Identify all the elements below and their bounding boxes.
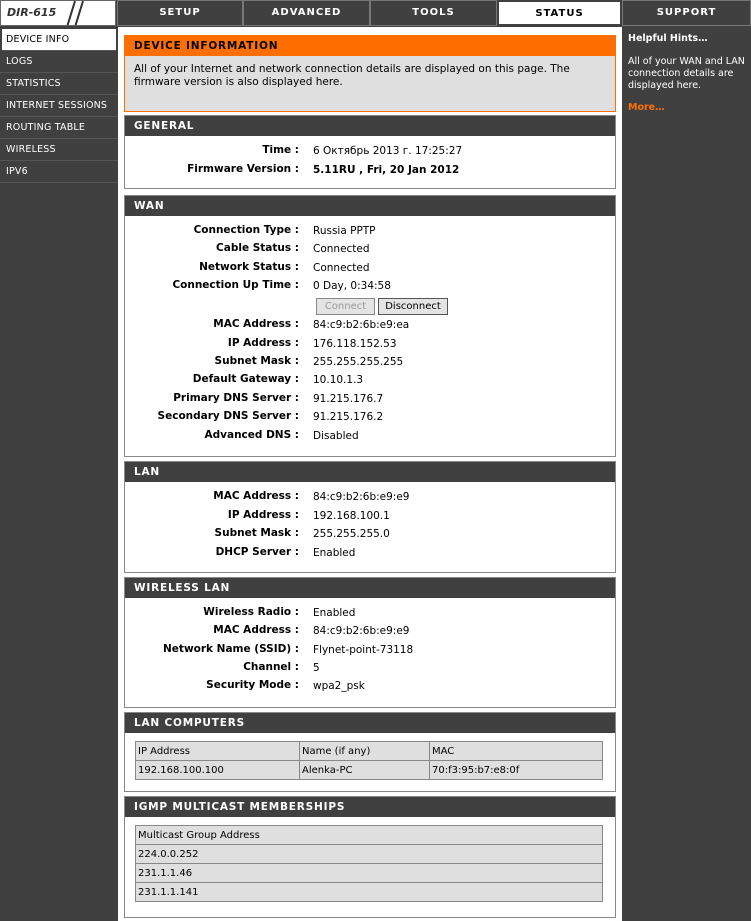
cell-ip: 192.168.100.100 bbox=[136, 761, 300, 780]
table-row bbox=[136, 845, 603, 864]
sidebar-item-logs[interactable]: LOGS bbox=[0, 51, 118, 73]
dhcp-label: DHCP Server : bbox=[215, 546, 299, 558]
lan-subnet-label: Subnet Mask : bbox=[214, 527, 299, 539]
ssid-value: Flynet-point-73118 bbox=[313, 644, 414, 656]
table-header-row bbox=[136, 742, 603, 761]
wan-mac-row bbox=[125, 318, 615, 334]
top-navigation-bar bbox=[0, 0, 751, 27]
connection-type-value: Russia PPTP bbox=[313, 225, 376, 237]
wan-subnet-label: Subnet Mask : bbox=[214, 355, 299, 367]
cell-multicast: 231.1.1.141 bbox=[136, 883, 603, 902]
igmp-section bbox=[124, 796, 616, 918]
secondary-dns-label: Secondary DNS Server : bbox=[157, 410, 299, 422]
lan-ip-row bbox=[125, 509, 615, 525]
gateway-label: Default Gateway : bbox=[192, 373, 299, 385]
lan-subnet-value: 255.255.255.0 bbox=[313, 528, 390, 540]
model-name: DIR-615 bbox=[7, 6, 57, 19]
uptime-label: Connection Up Time : bbox=[172, 279, 299, 291]
tab-tools[interactable]: TOOLS bbox=[370, 0, 497, 26]
primary-dns-value: 91.215.176.7 bbox=[313, 393, 384, 405]
wireless-radio-row bbox=[125, 606, 615, 622]
tab-advanced[interactable]: ADVANCED bbox=[243, 0, 370, 26]
secondary-dns-value: 91.215.176.2 bbox=[313, 411, 384, 423]
wan-ip-row bbox=[125, 337, 615, 353]
table-row bbox=[136, 761, 603, 780]
uptime-row bbox=[125, 279, 615, 295]
dhcp-value: Enabled bbox=[313, 547, 356, 559]
wireless-radio-value: Enabled bbox=[313, 607, 356, 619]
network-status-value: Connected bbox=[313, 262, 370, 274]
lan-section bbox=[124, 461, 616, 573]
cable-status-label: Cable Status : bbox=[216, 242, 299, 254]
sidebar-item-routing-table[interactable]: ROUTING TABLE bbox=[0, 117, 118, 139]
wan-subnet-row bbox=[125, 355, 615, 371]
helpful-hints-panel bbox=[622, 27, 751, 921]
lan-computers-title: LAN COMPUTERS bbox=[125, 713, 615, 733]
sidebar-item-ipv6[interactable]: IPV6 bbox=[0, 161, 118, 183]
lan-title: LAN bbox=[125, 462, 615, 482]
primary-dns-label: Primary DNS Server : bbox=[173, 392, 299, 404]
lan-mac-value: 84:c9:b2:6b:e9:e9 bbox=[313, 491, 410, 503]
tab-support[interactable]: SUPPORT bbox=[622, 0, 751, 26]
hints-body: All of your WAN and LAN connection details are displayed here. bbox=[628, 56, 745, 91]
table-row bbox=[136, 864, 603, 883]
sidebar-item-internet-sessions[interactable]: INTERNET SESSIONS bbox=[0, 95, 118, 117]
brand-logo bbox=[0, 0, 116, 26]
table-header-row bbox=[136, 826, 603, 845]
wireless-mac-row bbox=[125, 624, 615, 640]
wireless-lan-title: WIRELESS LAN bbox=[125, 578, 615, 598]
tab-status[interactable]: STATUS bbox=[497, 0, 622, 26]
security-mode-label: Security Mode : bbox=[206, 679, 299, 691]
wan-ip-label: IP Address : bbox=[227, 337, 299, 349]
lan-mac-label: MAC Address : bbox=[213, 490, 299, 502]
channel-row bbox=[125, 661, 615, 677]
lan-computers-section bbox=[124, 712, 616, 792]
igmp-table bbox=[135, 825, 603, 902]
advanced-dns-label: Advanced DNS : bbox=[204, 429, 299, 441]
device-information-title: DEVICE INFORMATION bbox=[125, 36, 615, 56]
igmp-title: IGMP MULTICAST MEMBERSHIPS bbox=[125, 797, 615, 817]
advanced-dns-row bbox=[125, 429, 615, 445]
secondary-dns-row bbox=[125, 410, 615, 426]
connect-button[interactable]: Connect bbox=[316, 298, 375, 315]
sidebar-item-statistics[interactable]: STATISTICS bbox=[0, 73, 118, 95]
col-mac: MAC bbox=[430, 742, 603, 761]
wireless-mac-value: 84:c9:b2:6b:e9:e9 bbox=[313, 625, 410, 637]
time-label: Time : bbox=[262, 144, 299, 156]
cable-status-row bbox=[125, 242, 615, 258]
uptime-value: 0 Day, 0:34:58 bbox=[313, 280, 391, 292]
wireless-mac-label: MAC Address : bbox=[213, 624, 299, 636]
cell-multicast: 224.0.0.252 bbox=[136, 845, 603, 864]
connection-type-label: Connection Type : bbox=[193, 224, 299, 236]
wan-ip-value: 176.118.152.53 bbox=[313, 338, 397, 350]
wireless-lan-section bbox=[124, 577, 616, 708]
security-mode-row bbox=[125, 679, 615, 695]
general-title: GENERAL bbox=[125, 116, 615, 136]
col-multicast-group: Multicast Group Address bbox=[136, 826, 603, 845]
channel-label: Channel : bbox=[243, 661, 299, 673]
tab-setup[interactable]: SETUP bbox=[117, 0, 243, 26]
sidebar-item-device-info[interactable]: DEVICE INFO bbox=[2, 29, 116, 51]
ssid-row bbox=[125, 643, 615, 659]
firmware-value: 5.11RU , Fri, 20 Jan 2012 bbox=[313, 164, 460, 176]
wan-mac-value: 84:c9:b2:6b:e9:ea bbox=[313, 319, 410, 331]
cell-multicast: 231.1.1.46 bbox=[136, 864, 603, 883]
time-row bbox=[125, 144, 615, 160]
col-name: Name (if any) bbox=[300, 742, 430, 761]
wan-title: WAN bbox=[125, 196, 615, 216]
gateway-row bbox=[125, 373, 615, 389]
lan-mac-row bbox=[125, 490, 615, 506]
device-information-description: All of your Internet and network connection details are displayed on this page. The firmware version is also displayed here. bbox=[134, 63, 570, 88]
ssid-label: Network Name (SSID) : bbox=[163, 643, 299, 655]
general-section bbox=[124, 115, 616, 189]
wan-section bbox=[124, 195, 616, 457]
connection-type-row bbox=[125, 224, 615, 240]
dhcp-row bbox=[125, 546, 615, 562]
cell-mac: 70:f3:95:b7:e8:0f bbox=[430, 761, 603, 780]
wan-subnet-value: 255.255.255.255 bbox=[313, 356, 404, 368]
disconnect-button[interactable]: Disconnect bbox=[378, 298, 448, 315]
sidebar-item-wireless[interactable]: WIRELESS bbox=[0, 139, 118, 161]
table-row bbox=[136, 883, 603, 902]
cable-status-value: Connected bbox=[313, 243, 370, 255]
firmware-row bbox=[125, 163, 615, 179]
hints-title: Helpful Hints… bbox=[628, 33, 708, 44]
cell-name: Alenka-PC bbox=[300, 761, 430, 780]
network-status-label: Network Status : bbox=[199, 261, 299, 273]
lan-ip-label: IP Address : bbox=[227, 509, 299, 521]
logo-slashes-icon bbox=[59, 0, 116, 26]
lan-computers-table bbox=[135, 741, 603, 780]
network-status-row bbox=[125, 261, 615, 277]
device-information-section bbox=[124, 35, 616, 112]
primary-dns-row bbox=[125, 392, 615, 408]
col-ip-address: IP Address bbox=[136, 742, 300, 761]
security-mode-value: wpa2_psk bbox=[313, 680, 365, 692]
channel-value: 5 bbox=[313, 662, 320, 674]
gateway-value: 10.10.1.3 bbox=[313, 374, 364, 386]
sidebar bbox=[0, 27, 118, 921]
lan-ip-value: 192.168.100.1 bbox=[313, 510, 390, 522]
main-content bbox=[118, 27, 622, 921]
wireless-radio-label: Wireless Radio : bbox=[203, 606, 299, 618]
hints-more-link[interactable]: More… bbox=[628, 102, 665, 113]
time-value: 6 Октябрь 2013 г. 17:25:27 bbox=[313, 145, 463, 157]
advanced-dns-value: Disabled bbox=[313, 430, 359, 442]
firmware-label: Firmware Version : bbox=[187, 163, 299, 175]
wan-mac-label: MAC Address : bbox=[213, 318, 299, 330]
lan-subnet-row bbox=[125, 527, 615, 543]
